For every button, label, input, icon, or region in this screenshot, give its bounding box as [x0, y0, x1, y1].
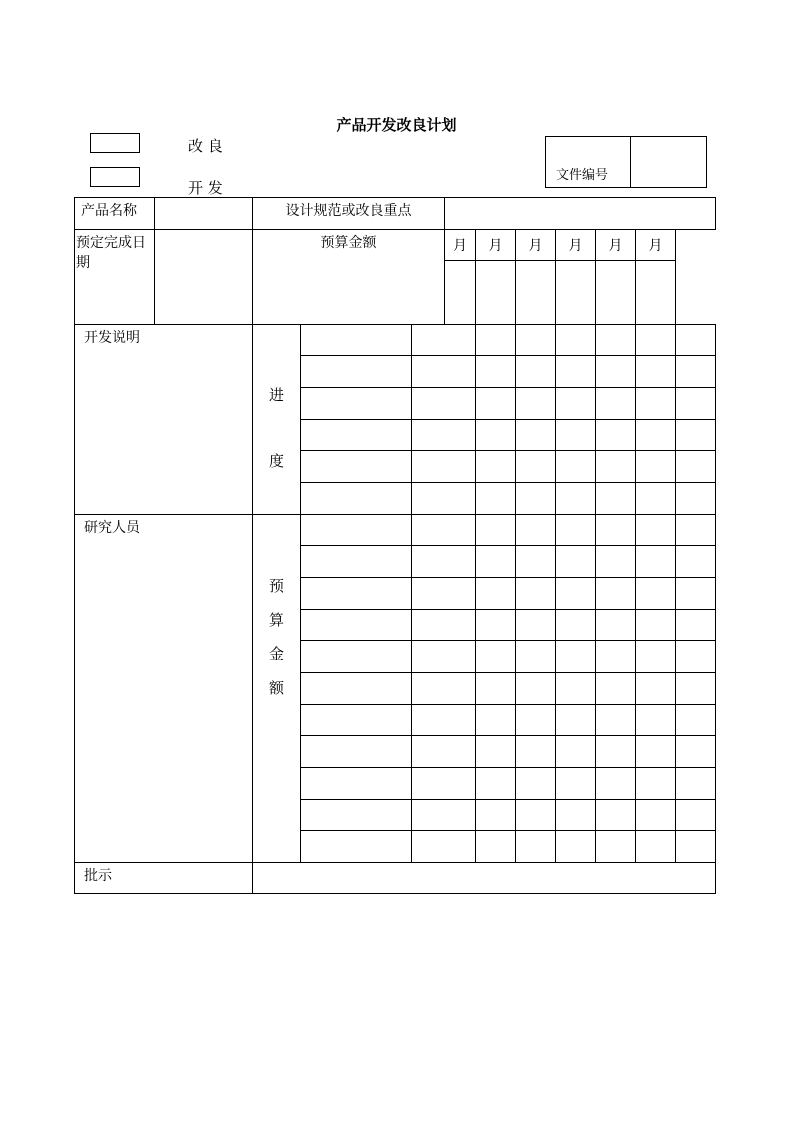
month-cell[interactable]: [596, 483, 636, 515]
plan-table: [74, 197, 716, 894]
improve-checkbox[interactable]: [90, 133, 140, 153]
budget-value-cell[interactable]: [412, 546, 476, 578]
month-cell[interactable]: [636, 325, 676, 356]
progress-item-cell[interactable]: [301, 420, 412, 451]
month-cell[interactable]: [476, 483, 516, 515]
month-cell[interactable]: [556, 705, 596, 736]
approval-label: 批示: [75, 863, 253, 894]
researchers-label: 研究人员: [75, 515, 253, 863]
progress-char: 进: [268, 386, 284, 404]
approval-value[interactable]: [253, 863, 716, 894]
month-header: 月: [636, 230, 676, 261]
month-cell[interactable]: [596, 546, 636, 578]
month-cell[interactable]: [476, 800, 516, 831]
month-cell[interactable]: [476, 356, 516, 388]
month-cell[interactable]: [636, 578, 676, 610]
month-cell[interactable]: [636, 356, 676, 388]
month-cell[interactable]: [556, 641, 596, 673]
month-value[interactable]: [596, 261, 636, 325]
table-row: [75, 325, 716, 356]
budget-item-cell[interactable]: [301, 673, 412, 705]
month-cell[interactable]: [676, 451, 716, 483]
month-cell[interactable]: [636, 831, 676, 863]
month-cell[interactable]: [556, 831, 596, 863]
month-cell[interactable]: [676, 705, 716, 736]
budget-value-cell[interactable]: [412, 705, 476, 736]
month-cell[interactable]: [556, 610, 596, 641]
month-cell[interactable]: [476, 515, 516, 546]
month-cell[interactable]: [476, 673, 516, 705]
month-cell[interactable]: [636, 451, 676, 483]
month-cell[interactable]: [556, 420, 596, 451]
completion-date-value[interactable]: [155, 230, 253, 325]
month-cell[interactable]: [516, 356, 556, 388]
budget-item-cell[interactable]: [301, 800, 412, 831]
budget-char: 预: [268, 577, 284, 595]
month-cell[interactable]: [556, 736, 596, 768]
month-cell[interactable]: [596, 356, 636, 388]
progress-item-cell[interactable]: [301, 483, 412, 515]
month-cell[interactable]: [636, 420, 676, 451]
month-cell[interactable]: [676, 831, 716, 863]
product-name-value[interactable]: [155, 198, 253, 230]
develop-checkbox[interactable]: [90, 167, 140, 187]
progress-item-cell[interactable]: [301, 451, 412, 483]
month-cell[interactable]: [516, 451, 556, 483]
doc-number-label-cell: [546, 137, 631, 187]
budget-amount-label: 预算金额: [253, 230, 445, 325]
month-cell[interactable]: [596, 641, 636, 673]
progress-value-cell[interactable]: [412, 356, 476, 388]
progress-value-cell[interactable]: [412, 325, 476, 356]
budget-item-cell[interactable]: [301, 641, 412, 673]
month-cell[interactable]: [596, 705, 636, 736]
month-cell[interactable]: [596, 420, 636, 451]
budget-char: 算: [268, 611, 284, 629]
design-spec-label: 设计规范或改良重点: [253, 198, 445, 230]
month-cell[interactable]: [516, 420, 556, 451]
budget-item-cell[interactable]: [301, 736, 412, 768]
completion-date-label: 预定完成日期: [75, 230, 155, 325]
month-cell[interactable]: [676, 800, 716, 831]
budget-value-cell[interactable]: [412, 800, 476, 831]
month-cell[interactable]: [476, 768, 516, 800]
month-cell[interactable]: [556, 451, 596, 483]
month-cell[interactable]: [556, 768, 596, 800]
month-cell[interactable]: [596, 610, 636, 641]
month-cell[interactable]: [556, 356, 596, 388]
month-cell[interactable]: [516, 736, 556, 768]
progress-char: 度: [268, 452, 284, 470]
month-cell[interactable]: [516, 546, 556, 578]
budget-value-cell[interactable]: [412, 515, 476, 546]
month-cell[interactable]: [516, 768, 556, 800]
month-cell[interactable]: [596, 831, 636, 863]
month-cell[interactable]: [476, 578, 516, 610]
table-row: [75, 515, 716, 546]
month-cell[interactable]: [556, 515, 596, 546]
month-cell[interactable]: [636, 515, 676, 546]
budget-item-cell[interactable]: [301, 768, 412, 800]
month-value[interactable]: [556, 261, 596, 325]
month-cell[interactable]: [596, 325, 636, 356]
budget-value-cell[interactable]: [412, 768, 476, 800]
month-value[interactable]: [516, 261, 556, 325]
improve-label: 改 良: [188, 137, 223, 155]
month-cell[interactable]: [516, 673, 556, 705]
month-cell[interactable]: [556, 546, 596, 578]
month-cell[interactable]: [516, 641, 556, 673]
month-cell[interactable]: [676, 673, 716, 705]
month-cell[interactable]: [676, 546, 716, 578]
month-cell[interactable]: [596, 515, 636, 546]
month-cell[interactable]: [516, 705, 556, 736]
budget-item-cell[interactable]: [301, 578, 412, 610]
month-cell[interactable]: [516, 515, 556, 546]
develop-label: 开 发: [188, 179, 223, 197]
month-header: 月: [596, 230, 636, 261]
progress-item-cell[interactable]: [301, 388, 412, 420]
budget-value-cell[interactable]: [412, 736, 476, 768]
month-cell[interactable]: [676, 356, 716, 388]
month-header: 月: [556, 230, 596, 261]
doc-number-value[interactable]: [631, 137, 706, 187]
month-cell[interactable]: [556, 800, 596, 831]
month-cell[interactable]: [516, 483, 556, 515]
budget-char: 金: [268, 645, 284, 663]
month-cell[interactable]: [516, 800, 556, 831]
month-cell[interactable]: [636, 483, 676, 515]
month-cell[interactable]: [556, 483, 596, 515]
month-cell[interactable]: [516, 831, 556, 863]
month-cell[interactable]: [636, 800, 676, 831]
budget-item-cell[interactable]: [301, 705, 412, 736]
month-cell[interactable]: [476, 705, 516, 736]
dev-desc-label: 开发说明: [75, 325, 253, 515]
month-value[interactable]: [476, 261, 516, 325]
month-cell[interactable]: [476, 831, 516, 863]
doc-number-box: [545, 136, 707, 188]
budget-value-cell[interactable]: [412, 831, 476, 863]
month-cell[interactable]: [476, 388, 516, 420]
row-schedule-header: [75, 230, 716, 261]
progress-value-cell[interactable]: [412, 388, 476, 420]
progress-value-cell[interactable]: [412, 420, 476, 451]
month-cell[interactable]: [636, 388, 676, 420]
budget-item-cell[interactable]: [301, 546, 412, 578]
month-cell[interactable]: [636, 705, 676, 736]
page-title: 产品开发改良计划: [336, 116, 457, 134]
month-cell[interactable]: [676, 641, 716, 673]
month-cell[interactable]: [676, 325, 716, 356]
month-cell[interactable]: [476, 325, 516, 356]
month-cell[interactable]: [516, 325, 556, 356]
month-cell[interactable]: [476, 546, 516, 578]
month-cell[interactable]: [636, 641, 676, 673]
month-cell[interactable]: [676, 388, 716, 420]
month-cell[interactable]: [476, 736, 516, 768]
progress-item-cell[interactable]: [301, 356, 412, 388]
month-cell[interactable]: [476, 420, 516, 451]
budget-vertical-label: [253, 515, 301, 863]
month-cell[interactable]: [676, 768, 716, 800]
month-header: 月: [516, 230, 556, 261]
month-cell[interactable]: [556, 388, 596, 420]
budget-item-cell[interactable]: [301, 515, 412, 546]
month-cell[interactable]: [636, 768, 676, 800]
budget-value-cell[interactable]: [412, 578, 476, 610]
month-cell[interactable]: [596, 673, 636, 705]
month-cell[interactable]: [676, 736, 716, 768]
budget-item-cell[interactable]: [301, 610, 412, 641]
month-header: 月: [476, 230, 516, 261]
month-cell[interactable]: [596, 578, 636, 610]
month-header: 月: [445, 230, 476, 261]
month-cell[interactable]: [556, 325, 596, 356]
budget-value-cell[interactable]: [412, 641, 476, 673]
product-name-label: 产品名称: [75, 198, 155, 230]
month-cell[interactable]: [556, 673, 596, 705]
month-cell[interactable]: [596, 736, 636, 768]
month-value[interactable]: [636, 261, 676, 325]
progress-label: [253, 325, 301, 515]
month-cell[interactable]: [476, 451, 516, 483]
progress-value-cell[interactable]: [412, 483, 476, 515]
progress-item-cell[interactable]: [301, 325, 412, 356]
design-spec-value[interactable]: [445, 198, 716, 230]
month-cell[interactable]: [676, 483, 716, 515]
month-value[interactable]: [445, 261, 476, 325]
progress-value-cell[interactable]: [412, 451, 476, 483]
month-cell[interactable]: [556, 578, 596, 610]
row-approval: [75, 863, 716, 894]
budget-value-cell[interactable]: [412, 673, 476, 705]
month-cell[interactable]: [596, 388, 636, 420]
month-cell[interactable]: [596, 768, 636, 800]
row-product: [75, 198, 716, 230]
month-cell[interactable]: [596, 800, 636, 831]
month-cell[interactable]: [516, 388, 556, 420]
budget-char: 额: [268, 679, 284, 697]
month-cell[interactable]: [476, 610, 516, 641]
month-cell[interactable]: [516, 610, 556, 641]
month-cell[interactable]: [636, 610, 676, 641]
month-cell[interactable]: [676, 578, 716, 610]
month-cell[interactable]: [596, 451, 636, 483]
month-cell[interactable]: [636, 673, 676, 705]
budget-item-cell[interactable]: [301, 831, 412, 863]
doc-number-label: 文件编号: [556, 168, 609, 183]
month-cell[interactable]: [676, 420, 716, 451]
budget-value-cell[interactable]: [412, 610, 476, 641]
month-cell[interactable]: [636, 546, 676, 578]
month-cell[interactable]: [516, 578, 556, 610]
month-cell[interactable]: [636, 736, 676, 768]
month-cell[interactable]: [476, 641, 516, 673]
month-cell[interactable]: [676, 515, 716, 546]
month-cell[interactable]: [676, 610, 716, 641]
